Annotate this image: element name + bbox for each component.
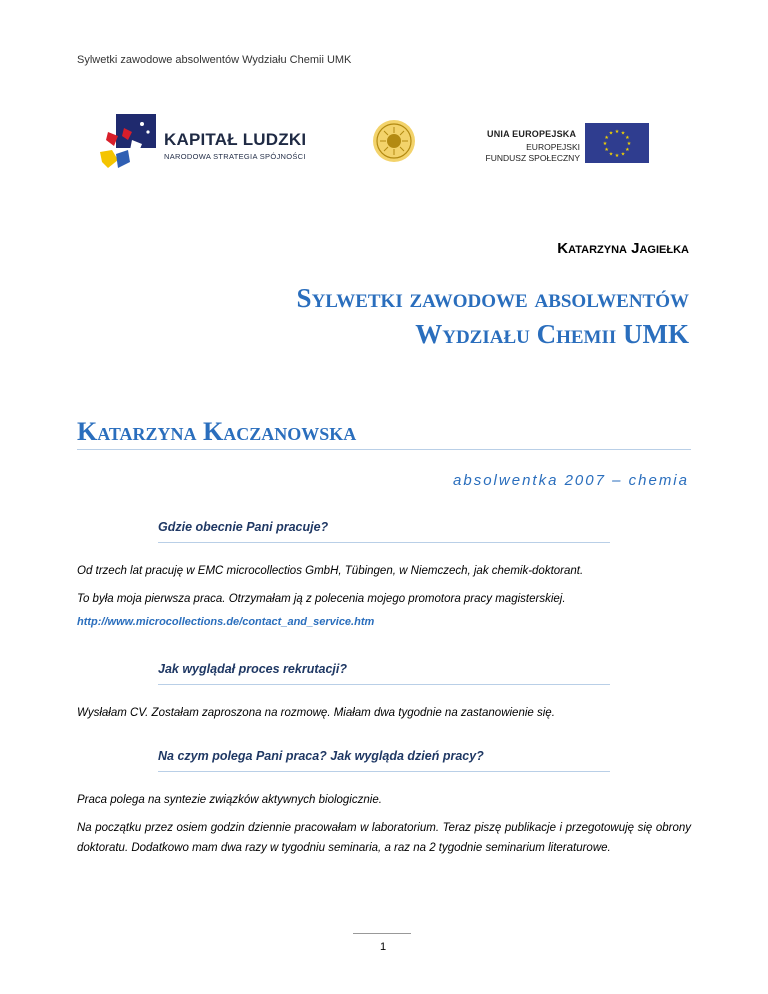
logo-band	[98, 108, 672, 174]
question-heading: Gdzie obecnie Pani pracuje?	[158, 520, 329, 534]
kapital-ludzki-subtitle: NARODOWA STRATEGIA SPÓJNOŚCI	[164, 152, 306, 161]
eu-star-icon: ★	[614, 153, 620, 159]
eu-star-icon: ★	[626, 141, 632, 147]
eu-flag-icon	[585, 123, 649, 163]
document-title-line2: Wydziału Chemii UMK	[415, 319, 689, 349]
eu-star-icon: ★	[620, 151, 626, 158]
answer-paragraph: Wysłałam CV. Zostałam zaproszona na rozmowę. Miałam dwa tygodnie na zastanowienie się.	[77, 707, 555, 719]
answer-paragraph: Od trzech lat pracuję w EMC microcollectios GmbH, Tübingen, w Niemczech, jak chemik-doktorant.	[77, 565, 584, 577]
author-name: Katarzyna Jagiełka	[557, 240, 689, 257]
efs-label-line2: FUNDUSZ SPOŁECZNY	[485, 153, 580, 163]
kapital-ludzki-title: KAPITAŁ LUDZKI	[164, 130, 307, 149]
page-number: 1	[379, 941, 387, 953]
eu-star-icon: ★	[620, 130, 626, 137]
answer-paragraph: Praca polega na syntezie związków aktywnych biologicznie.	[77, 794, 382, 806]
kapital-ludzki-emblem-icon	[98, 110, 158, 172]
profile-name: Katarzyna Kaczanowska	[77, 417, 357, 446]
question-heading: Na czym polega Pani praca? Jak wygląda dzień pracy?	[158, 749, 484, 763]
ue-label: UNIA EUROPEJSKA	[487, 129, 577, 139]
footer-divider	[353, 933, 411, 934]
document-title	[297, 280, 689, 352]
eu-star-icon: ★	[608, 130, 614, 137]
eu-star-icon: ★	[614, 129, 620, 135]
eu-star-icon: ★	[625, 135, 630, 141]
document-title-line1: Sylwetki zawodowe absolwentów	[296, 283, 689, 313]
eu-star-icon: ★	[604, 135, 609, 141]
graduate-year-field: absolwentka 2007 – chemia	[453, 472, 689, 489]
eu-star-icon: ★	[608, 151, 614, 158]
eu-star-icon: ★	[625, 147, 630, 153]
heading-divider	[77, 449, 691, 450]
answer-paragraph: Na początku przez osiem godzin dziennie pracowałam w laboratorium. Teraz piszę publikacje i przegotowuję się obrony doktoratu. Dodatkowo mam dwa razy w tygodniu seminaria, a raz na 2 tygodnie seminarium literaturowe.	[77, 822, 691, 854]
eu-star-icon: ★	[602, 141, 608, 147]
question-divider	[158, 542, 610, 543]
question-divider	[158, 771, 610, 772]
running-header: Sylwetki zawodowe absolwentów Wydziału Chemii UMK	[77, 54, 352, 66]
company-link[interactable]: http://www.microcollections.de/contact_and_service.htm	[77, 616, 375, 628]
answer-paragraph: To była moja pierwsza praca. Otrzymałam ją z polecenia mojego promotora pracy magisterskiej.	[77, 593, 566, 605]
efs-label-line1: EUROPEJSKI	[526, 142, 580, 152]
question-heading: Jak wyglądał proces rekrutacji?	[158, 662, 347, 676]
university-seal-icon	[372, 119, 416, 163]
question-divider	[158, 684, 610, 685]
eu-star-icon: ★	[604, 147, 609, 153]
